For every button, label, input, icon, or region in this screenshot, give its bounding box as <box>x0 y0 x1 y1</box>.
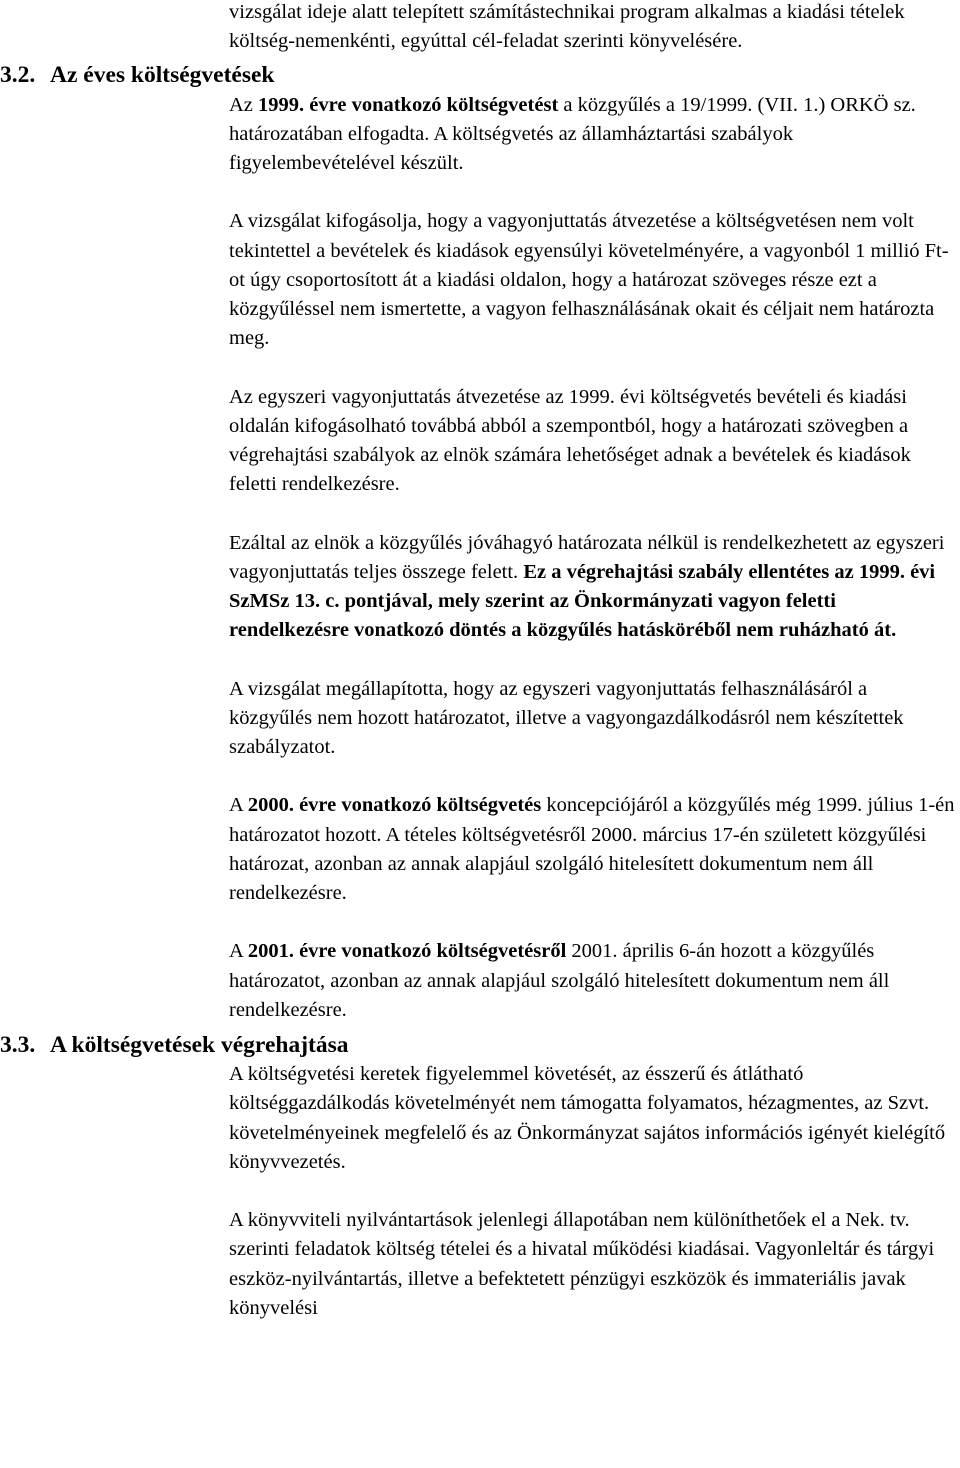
bold-run: 2001. évre vonatkozó költségvetésről <box>247 940 567 963</box>
section-title: Az éves költségvetések <box>50 62 275 89</box>
section-number: 3.3. <box>0 1032 36 1059</box>
text-run: A <box>229 940 248 963</box>
bold-run: Ez a végrehajtási szabály ellentétes az 1999. évi SzMSz 13. c. pontjával, mely szerint az Önkormányzati vagyon feletti rendelkezésre vonatkozó döntés a közgyűlés hatásköréből nem ruházható át. <box>229 560 936 642</box>
intro-paragraph: vizsgálat ideje alatt telepített számítástechnikai program alkalmas a kiadási tételek költség-nemenkénti, egyúttal cél-feladat szerinti könyvelésére. <box>229 1 905 53</box>
paragraph-objection: A vizsgálat kifogásolja, hogy a vagyonjuttatás átvezetése a költségvetésen nem volt tekintettel a bevételek és kiadások egyensúlyi követelményére, a vagyonból 1 millió Ft-ot úgy csoportosított át a kiadási oldalon, hogy a határozat szöveges része ezt a közgyűléssel nem ismertette, a vagyon felhasználásának okait és céljait nem határozta meg. <box>229 210 949 350</box>
paragraph-budget-2000 <box>229 791 955 908</box>
section-number: 3.2. <box>0 62 36 89</box>
paragraph-bookkeeping: A költségvetési keretek figyelemmel követését, az ésszerű és átlátható költséggazdálkodás követelményét nem támogatta folyamatos, hézagmentes, az Szvt. követelményeinek megfelelő és az Önkormányzat sajátos információs igényét kielégítő könyvvezetés. <box>229 1063 946 1173</box>
text-run: Az <box>229 93 259 116</box>
paragraph-records: A könyvviteli nyilvántartások jelenlegi állapotában nem különíthetőek el a Nek. tv. szerinti feladatok költség tételei és a hivatal működési kiadásai. Vagyonleltár és tárgyi eszköz-nyilvántartás, illetve a befektetett pénzügyi eszközök és immateriális javak könyvelési <box>229 1209 935 1319</box>
paragraph-one-time-grant: Az egyszeri vagyonjuttatás átvezetése az 1999. évi költségvetés bevételi és kiadási oldalán kifogásolható továbbá abból a szempontból, hogy a határozati szövegben a végrehajtási szabályok az elnök számára lehetőséget adnak a bevételek és kiadások feletti rendelkezésre. <box>229 385 911 496</box>
text-run: Ezáltal az elnök a közgyűlés jóváhagyó határozata nélkül is rendelkezhetett az egyszeri vagyonjuttatás teljes összege felett. <box>229 531 945 583</box>
text-run: koncepciójáról a közgyűlés még 1999. július 1-én határozatot hozott. A tételes költségvetésről 2000. március 17-én született közgyűlési határozat, azonban az annak alapjául szolgáló hitelesített dokumentum nem áll rendelkezésre. <box>229 794 955 905</box>
paragraph-finding: A vizsgálat megállapította, hogy az egyszeri vagyonjuttatás felhasználásáról a közgyűlés nem hozott határozatot, illetve a vagyongazdálkodásról nem készítettek szabályzatot. <box>229 677 904 759</box>
text-run: 2001. április 6-án hozott a közgyűlés határozatot, azonban az annak alapjául szolgáló hitelesített dokumentum nem áll rendelkezésre. <box>229 940 890 1021</box>
section-title: A költségvetések végrehajtása <box>50 1032 349 1059</box>
section-heading-3-2 <box>0 61 960 90</box>
paragraph-budget-1999 <box>229 91 955 179</box>
text-run: a közgyűlés a 19/1999. (VII. 1.) ORKÖ sz. határozatában elfogadta. A költségvetés az államháztartási szabályok figyelembevételével készült. <box>229 93 916 175</box>
paragraph-budget-2001 <box>229 937 955 1025</box>
bold-run: 2000. évre vonatkozó költségvetés <box>247 794 542 817</box>
bold-run: 1999. évre vonatkozó költségvetést <box>258 93 559 116</box>
paragraph-chairman-disposal <box>229 529 955 646</box>
section-heading-3-3 <box>0 1031 960 1060</box>
text-run: A <box>229 794 248 817</box>
